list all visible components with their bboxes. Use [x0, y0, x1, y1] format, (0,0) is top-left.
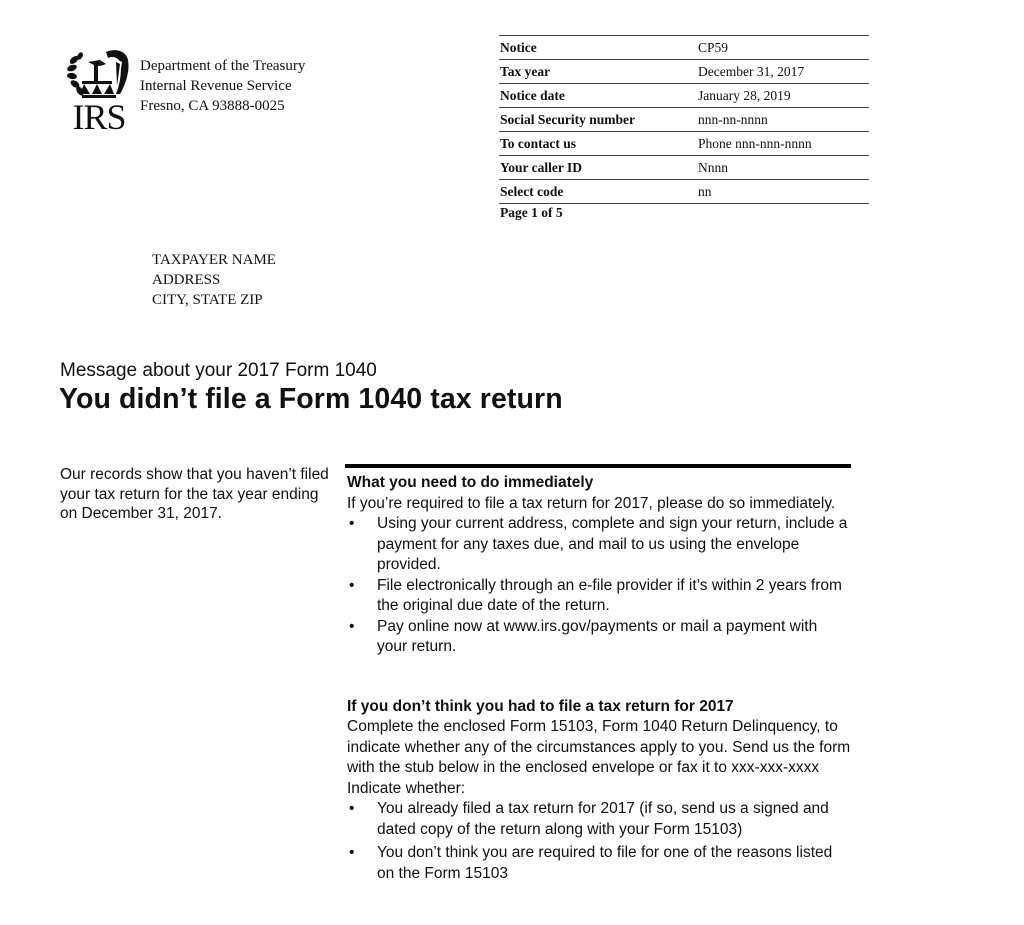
notice-info-row	[499, 155, 869, 179]
action-list	[347, 514, 851, 658]
section-heading: What you need to do immediately	[347, 474, 594, 491]
recipient-name: TAXPAYER NAME	[152, 252, 276, 268]
list-item-text: File electronically through an e-file provider if it’s within 2 years from the original due date of the return.	[377, 576, 842, 614]
list-item-text: You don’t think you are required to file for one of the reasons listed on the Form 15103	[377, 844, 833, 882]
recipient-address	[152, 250, 276, 310]
list-item	[347, 799, 851, 840]
notice-info-value: January 28, 2019	[698, 87, 791, 103]
recipient-street: ADDRESS	[152, 272, 221, 288]
notice-info-value: nn	[698, 183, 712, 199]
notice-info-row	[499, 59, 869, 83]
notice-info-label: Your caller ID	[500, 159, 582, 175]
list-item	[347, 843, 851, 884]
section-intro: If you’re required to file a tax return for 2017, please do so immediately.	[347, 494, 836, 512]
notice-info-label: Notice	[500, 39, 537, 55]
bullet-icon: •	[349, 844, 355, 861]
notice-info-row	[499, 179, 869, 204]
notice-info-label: Notice date	[500, 87, 565, 103]
list-item-text: Using your current address, complete and sign your return, include a payment for any taxes due, and mail to us using the envelope provided.	[377, 515, 848, 573]
agency-department: Department of the Treasury	[140, 58, 306, 74]
circumstance-list	[347, 799, 851, 884]
notice-subtitle: Message about your 2017 Form 1040	[60, 360, 377, 381]
notice-info-value: December 31, 2017	[698, 63, 805, 79]
recipient-city-state-zip: CITY, STATE ZIP	[152, 292, 263, 308]
notice-info-label: Social Security number	[500, 111, 635, 127]
agency-location: Fresno, CA 93888-0025	[140, 98, 285, 114]
irs-logo-text: IRS	[72, 97, 126, 137]
section-heading: If you don’t think you had to file a tax return for 2017	[347, 697, 734, 715]
records-summary: Our records show that you haven’t filed your tax return for the tax year ending on December 31, 2017.	[60, 466, 329, 522]
notice-info-value: CP59	[698, 39, 729, 55]
agency-service: Internal Revenue Service	[140, 78, 292, 94]
notice-info-label: Select code	[500, 183, 564, 199]
notice-info-row	[499, 131, 869, 155]
notice-info-value: nnn-nn-nnnn	[698, 111, 768, 127]
notice-info-value: Phone nnn-nnn-nnnn	[698, 135, 812, 151]
irs-eagle-emblem-icon	[66, 48, 132, 100]
agency-address-block	[140, 56, 305, 116]
bullet-icon: •	[349, 576, 355, 594]
notice-info-label: Tax year	[500, 63, 551, 79]
section-not-required	[347, 697, 851, 885]
list-item	[347, 576, 851, 617]
notice-title: You didn’t file a Form 1040 tax return	[59, 383, 563, 415]
section-divider	[345, 464, 851, 468]
list-item-text: You already filed a tax return for 2017 (if so, send us a signed and dated copy of the return along with your Form 15103)	[377, 800, 829, 838]
bullet-icon: •	[349, 617, 355, 635]
list-item-text: Pay online now at www.irs.gov/payments or mail a payment with your return.	[377, 617, 818, 655]
bullet-icon: •	[349, 515, 355, 532]
list-item	[347, 617, 851, 658]
notice-info-label: To contact us	[500, 135, 577, 151]
notice-info-row	[499, 107, 869, 131]
bullet-icon: •	[349, 800, 355, 817]
notice-info-table	[499, 35, 869, 204]
notice-info-value: Nnnn	[698, 159, 728, 175]
page-indicator: Page 1 of 5	[500, 205, 563, 220]
section-lead: Indicate whether:	[347, 779, 466, 797]
section-intro: Complete the enclosed Form 15103, Form 1040 Return Delinquency, to indicate whether any of the circumstances apply to you. Send us the form with the stub below in the enclosed envelope or fax it to xxx-xxx-xxxx	[347, 718, 851, 776]
notice-body	[347, 464, 851, 887]
section-what-to-do	[347, 473, 851, 658]
list-item	[347, 514, 851, 576]
notice-info-row	[499, 83, 869, 107]
notice-info-row	[499, 35, 869, 59]
